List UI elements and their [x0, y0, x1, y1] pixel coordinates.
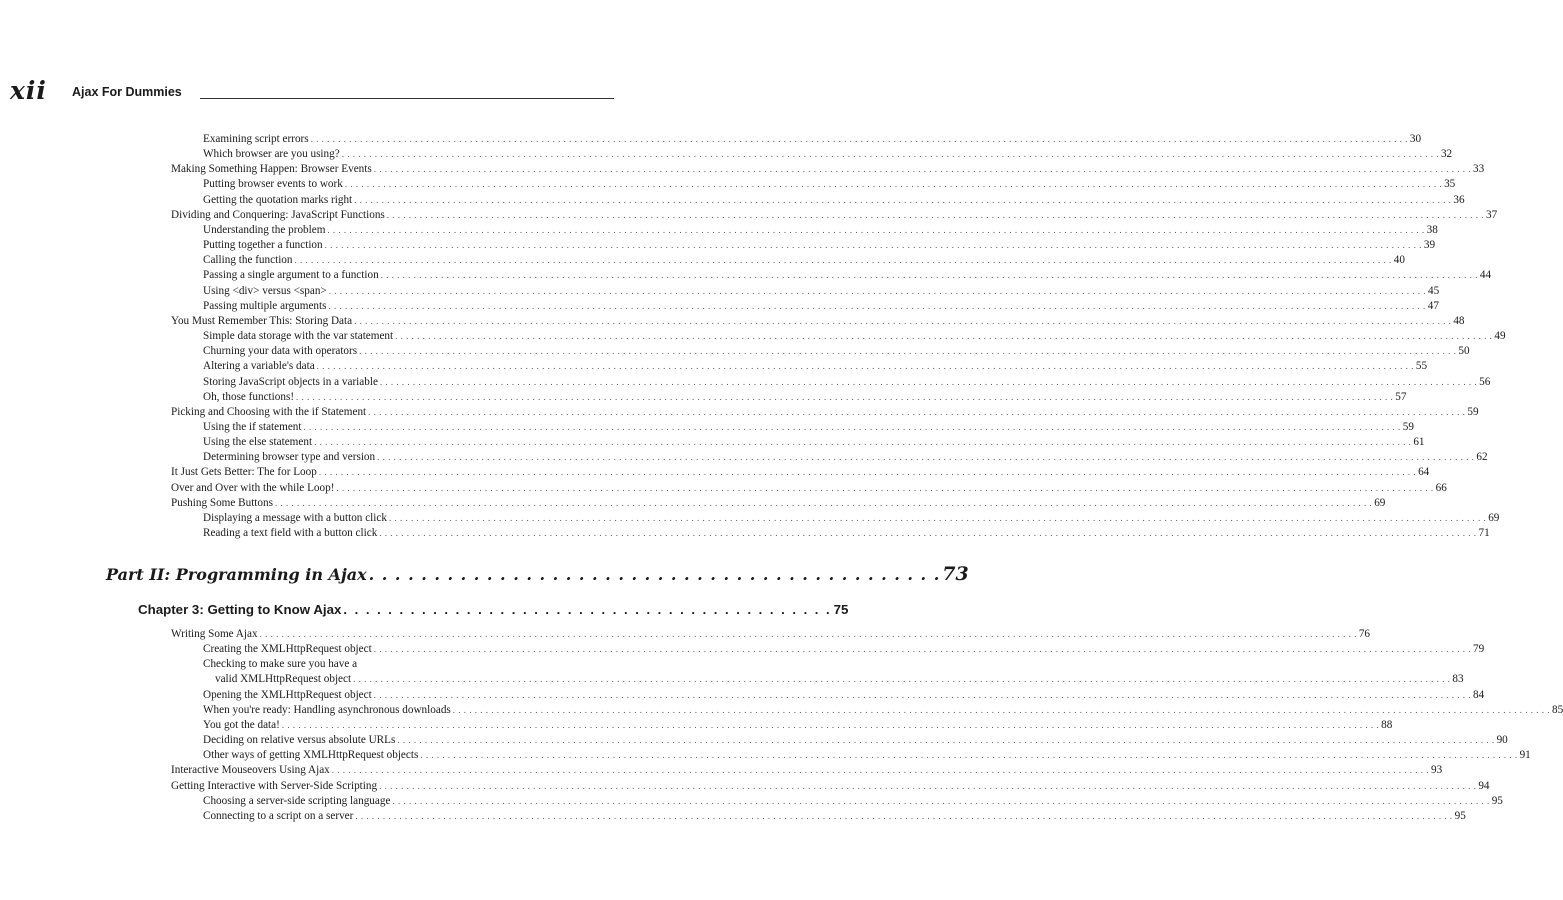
dot-leader: . . . . . . . . . . . . . . . . . . . . . . . . . . . . . . . . . . . . . . . . . . . . . . . . . . . . . . . . . . . . . . . . . . . . . . . . . . . . . . . . . . . . . . . . . . . . . . . . . . . . . . . . . . . . . . . . . . . . . . . . . . . . . . . . . . . . . . . . . . . . . . . . . . . . . . . . . . . . . . . . . . . . . . . . . . . . . . . . . . . . . . . . . . . . . . . . . . . . . . . .: [281, 719, 1380, 730]
toc-entry-page: 88: [1381, 718, 1393, 731]
toc-entry: [171, 268, 1492, 283]
book-title: Ajax For Dummies: [72, 85, 182, 99]
toc-entry: [171, 162, 1485, 177]
toc-entry-title: Putting browser events to work: [203, 178, 343, 191]
toc-entry-page: 57: [1395, 390, 1407, 403]
part-page-number: 73: [942, 563, 969, 585]
toc-entry-title: Checking to make sure you have a: [203, 658, 358, 671]
toc-entry-page: 64: [1418, 466, 1430, 479]
toc-entry-title: Deciding on relative versus absolute URLs: [203, 734, 396, 747]
dot-leader: . . . . . . . . . . . . . . . . . . . . . . . . . . . . . . . . . . . . . . . . . . . . . . . . . . . . . . . . . . . . . . . . . . . . . . . . . . . . . . . . . . . . . . . . . . . . . . . . . . . . . . . . . . . . . . . . . . . . . . . . . . . . . . . . . . . . . . . . . . . . . . . . . . . . . . . . . . . . . . . . . . . . . . . . . . . . . . . . . . . . . . . . . . . . . . . . . . . . . . . .: [452, 704, 1551, 715]
toc-entry: [171, 496, 1386, 511]
dot-leader: . . . . . . . . . . . . . . . . . . . . . . . . . . . . . . . . . . . . . . . . . . . . . . . . . . . . . . . . . . . . . . . . . . . . . . . . . . . . . . . . . . . . . . . . . . . . . . . . . . . . . . . . . . . . . . . . . . . . . . . . . . . . . . . . . . . . . . . . . . . . . . . . . . . . . . . . . . . . . . . . . . . . . . . . . . . . . . . . . . . . . . . . . . . . . . . . . . . . . . . .: [294, 255, 1392, 266]
toc-entry: [171, 147, 1453, 162]
dot-leader: . . . . . . . . . . . . . . . . . . . . . . . . . . . . . . . . . . . . . . . . . . . . . . . . . . . . . . . . . . . . . . . . . . . . . . . . . . . . . . . . . . . . . . . . . . . . . . . . . . . . . . . . . . . . . . . . . . . . . . . . . . . . . . . . . . . . . . . . . . . . . . . . . . . . . . . . . . . . . . . . . . . . . . . . . . . . . . . . . . . . . . . . . . . . . . . . . . . . . . . .: [373, 644, 1471, 655]
dot-leader: . . . . . . . . . . . . . . . . . . . . . . . . . . . . . . . . . . . . . . . . . . . . . . . . . . . . . . . . . . . . . . . . . . . . . . . . . . . . . . . . . . . . . . . . . . . . . . . . . . . . . . . . . . . . . . . . . . . . . . . . . . . . . . . . . . . . . . . . . . . . . . . . . . . . . . . . . . . . . . . . . . . . . . . . . . . . . . . . . . . . . . . . . . . . . . . . . . . . . . . .: [355, 810, 1453, 821]
toc-entry-page: 84: [1472, 688, 1485, 701]
toc-entry-title: Using <div> versus <span>: [203, 284, 327, 297]
toc-entry: [171, 223, 1438, 238]
toc-entry-title: Picking and Choosing with the if Statement: [171, 405, 367, 418]
dot-leader: . . . . . . . . . . . . . . . . . . . . . . . . . . . . . . . . . . . . . . . . . . . .: [343, 602, 832, 617]
dot-leader: . . . . . . . . . . . . . . . . . . . . . . . . . . . . . . . . . . . . . . . . . . . . . . . . . . . . . . . . . . . . . . . . . . . . . . . . . . . . . . . . . . . . . . . . . . . . . . . . . . . . . . . . . . . . . . . . . . . . . . . . . . . . . . . . . . . . . . . . . . . . . . . . . . . . . . . . . . . . . . . . . . . . . . . . . . . . . . . . . . . . . . . . . . . . . . . . . . . . . . . .: [318, 467, 1417, 478]
toc-entry-page: 59: [1402, 420, 1414, 433]
toc-entry: [171, 344, 1470, 359]
dot-leader: . . . . . . . . . . . . . . . . . . . . . . . . . . . . . . . . . . . . . . . . . . . .: [368, 565, 941, 584]
toc-entry-page: 90: [1496, 734, 1508, 747]
dot-leader: . . . . . . . . . . . . . . . . . . . . . . . . . . . . . . . . . . . . . . . . . . . . . . . . . . . . . . . . . . . . . . . . . . . . . . . . . . . . . . . . . . . . . . . . . . . . . . . . . . . . . . . . . . . . . . . . . . . . . . . . . . . . . . . . . . . . . . . . . . . . . . . . . . . . . . . . . . . . . . . . . . . . . . . . . . . . . . . . . . . . . . . . . . . . . . . . . . . . . . . .: [274, 497, 1373, 508]
toc-entry: [171, 390, 1407, 405]
dot-leader: . . . . . . . . . . . . . . . . . . . . . . . . . . . . . . . . . . . . . . . . . . . . . . . . . . . . . . . . . . . . . . . . . . . . . . . . . . . . . . . . . . . . . . . . . . . . . . . . . . . . . . . . . . . . . . . . . . . . . . . . . . . . . . . . . . . . . . . . . . . . . . . . . . . . . . . . . . . . . . . . . . . . . . . . . . . . . . . . . . . . . . . . . . . . . . . . . . . . . . . .: [373, 689, 1471, 700]
dot-leader: . . . . . . . . . . . . . . . . . . . . . . . . . . . . . . . . . . . . . . . . . . . . . . . . . . . . . . . . . . . . . . . . . . . . . . . . . . . . . . . . . . . . . . . . . . . . . . . . . . . . . . . . . . . . . . . . . . . . . . . . . . . . . . . . . . . . . . . . . . . . . . . . . . . . . . . . . . . . . . . . . . . . . . . . . . . . . . . . . . . . . . . . . . . . . . . . . . . . . . . .: [377, 452, 1475, 463]
toc-entry-page: 62: [1476, 451, 1488, 464]
dot-leader: . . . . . . . . . . . . . . . . . . . . . . . . . . . . . . . . . . . . . . . . . . . . . . . . . . . . . . . . . . . . . . . . . . . . . . . . . . . . . . . . . . . . . . . . . . . . . . . . . . . . . . . . . . . . . . . . . . . . . . . . . . . . . . . . . . . . . . . . . . . . . . . . . . . . . . . . . . . . . . . . . . . . . . . . . . . . . . . . . . . . . . . . . . . . . . . . . . . . . . . .: [310, 134, 1408, 144]
toc-entry-title: Pushing Some Buttons: [171, 496, 273, 509]
toc-entry: [171, 657, 599, 672]
toc-entry-page: 91: [1519, 749, 1531, 762]
toc-entry: [171, 733, 1508, 748]
toc-entry: [171, 627, 1370, 642]
toc-entry-title: You got the data!: [203, 718, 280, 731]
toc-entry-title: Oh, those functions!: [203, 390, 295, 403]
toc-entry-title: Using the if statement: [203, 420, 302, 433]
toc-entry-page: 55: [1415, 360, 1428, 373]
toc-entry: [171, 672, 1464, 687]
toc-entry-page: 47: [1427, 299, 1439, 312]
dot-leader: . . . . . . . . . . . . . . . . . . . . . . . . . . . . . . . . . . . . . . . . . . . . . . . . . . . . . . . . . . . . . . . . . . . . . . . . . . . . . . . . . . . . . . . . . . . . . . . . . . . . . . . . . . . . . . . . . . . . . . . . . . . . . . . . . . . . . . . . . . . . . . . . . . . . . . . . . . . . . . . . . . . . . . . . . . . . . . . . . . . . . . . . . . . . . . . . . . . . . . . .: [420, 750, 1518, 761]
toc-entry-title: Storing JavaScript objects in a variable: [203, 375, 378, 388]
toc-entry-page: 76: [1358, 628, 1370, 640]
toc-entry-page: 59: [1467, 405, 1479, 418]
toc-entry: [171, 481, 1447, 496]
dot-leader: . . . . . . . . . . . . . . . . . . . . . . . . . . . . . . . . . . . . . . . . . . . . . . . . . . . . . . . . . . . . . . . . . . . . . . . . . . . . . . . . . . . . . . . . . . . . . . . . . . . . . . . . . . . . . . . . . . . . . . . . . . . . . . . . . . . . . . . . . . . . . . . . . . . . . . . . . . . . . . . . . . . . . . . . . . . . . . . . . . . . . . . . . . . . . . . . . . . . . . . .: [359, 346, 1457, 357]
toc-entry-page: 33: [1472, 163, 1485, 176]
dot-leader: . . . . . . . . . . . . . . . . . . . . . . . . . . . . . . . . . . . . . . . . . . . . . . . . . . . . . . . . . . . . . . . . . . . . . . . . . . . . . . . . . . . . . . . . . . . . . . . . . . . . . . . . . . . . . . . . . . . . . . . . . . . . . . . . . . . . . . . . . . . . . . . . . . . . . . . . . . . . . . . . . . . . . . . . . . . . . . . . . . . . . . . . . . . . . . . . . . . . . . . .: [386, 209, 1485, 220]
toc-list-chapter-3: [171, 627, 1563, 824]
toc-entry-title: Understanding the problem: [203, 223, 326, 236]
toc-entry-page: 56: [1479, 375, 1491, 388]
toc-entry: [171, 748, 1531, 763]
dot-leader: . . . . . . . . . . . . . . . . . . . . . . . . . . . . . . . . . . . . . . . . . . . . . . . . . . . . . . . . . . . . . . . . . . . . . . . . . . . . . . . . . . . . . . . . . . . . . . . . . . . . . . . . . . . . . . . . . . . . . . . . . . . . . . . . . . . . . . . . . . . . . . . . . . . . . . . . . . . . . . . . . . . . . . . . . . . . . . . . . . . . . . . . . . . . . . . . . . . . . . . .: [328, 300, 1426, 311]
toc-entry: [171, 763, 1443, 778]
dot-leader: . . . . . . . . . . . . . . . . . . . . . . . . . . . . . . . . . . . . . . . . . . . . . . . . . . . . . . . . . . . . . . . . . . . . . . . . . . . . . . . . . . . . . . . . . . . . . . . . . . . . . . . . . . . . . . . . . . . . . . . . . . . . . . . . . . . . . . . . . . . . . . . . . . . . . . . . . . . . . . . . . . . . . . . . . . . . . . . . . . . . . . . . . . . . . . . . . . . . . . . .: [388, 512, 1487, 523]
toc-entry-page: 83: [1452, 673, 1464, 686]
toc-entry-title: Reading a text field with a button click: [203, 527, 378, 540]
dot-leader: . . . . . . . . . . . . . . . . . . . . . . . . . . . . . . . . . . . . . . . . . . . . . . . . . . . . . . . . . . . . . . . . . . . . . . . . . . . . . . . . . . . . . . . . . . . . . . . . . . . . . . . . . . . . . . . . . . . . . . . . . . . . . . . . . . . . . . . . . . . . . . . . . . . . . . . . . . . . . . . . . . . . . . . . . . . . . . . . . . . . . . . . . . . . . . . . . . . . . . . .: [395, 331, 1493, 342]
toc-entry: [171, 642, 1485, 657]
toc-entry-title: Determining browser type and version: [203, 451, 376, 464]
toc-entry-page: 95: [1491, 794, 1503, 807]
toc-entry-page: 37: [1486, 208, 1498, 221]
dot-leader: . . . . . . . . . . . . . . . . . . . . . . . . . . . . . . . . . . . . . . . . . . . . . . . . . . . . . . . . . . . . . . . . . . . . . . . . . . . . . . . . . . . . . . . . . . . . . . . . . . . . . . . . . . . . . . . . . . . . . . . . . . . . . . . . . . . . . . . . . . . . . . . . . . . . . . . . . . . . . . . . . . . . . . . . . . . . . . . . . . . . . . . . . . . . . . . . . . . . . . . .: [316, 361, 1414, 372]
chapter-heading: [138, 601, 849, 619]
toc-entry-page: 35: [1444, 178, 1456, 191]
toc-entry-title: Writing Some Ajax: [171, 628, 258, 640]
dot-leader: . . . . . . . . . . . . . . . . . . . . . . . . . . . . . . . . . . . . . . . . . . . . . . . . . . . . . . . . . . . . . . . . . . . . . . . . . . . . . . . . . . . . . . . . . . . . . . . . . . . . . . . . . . . . . . . . . . . . . . . . . . . . . . . . . . . . . . . . . . . . . . . . . . . . . . . . . . . . . . . . . . . . . . . . . . . . . . . . . . . . . . . . . . . . . . . . . . . . . . . .: [379, 376, 1478, 387]
toc-entry-title: Putting together a function: [203, 239, 323, 252]
dot-leader: . . . . . . . . . . . . . . . . . . . . . . . . . . . . . . . . . . . . . . . . . . . . . . . . . . . . . . . . . . . . . . . . . . . . . . . . . . . . . . . . . . . . . . . . . . . . . . . . . . . . . . . . . . . . . . . . . . . . . . . . . . . . . . . . . . . . . . . . . . . . . . . . . . . . . . . . . . . . . . . . . . . . . . . . . . . . . . . . . . . . . . . . . . . . . . . . . . . . . . . .: [314, 437, 1412, 448]
toc-entry-title: Other ways of getting XMLHttpRequest objects: [203, 749, 419, 762]
toc-entry-title: Using the else statement: [203, 436, 313, 449]
toc-entry: [171, 375, 1491, 390]
toc-entry-page: 40: [1393, 254, 1405, 267]
toc-entry-title: Choosing a server-side scripting language: [203, 794, 391, 807]
toc-entry-page: 30: [1409, 133, 1422, 145]
toc-entry-title: Churning your data with operators: [203, 345, 358, 358]
toc-entry-page: 95: [1454, 809, 1466, 822]
dot-leader: . . . . . . . . . . . . . . . . . . . . . . . . . . . . . . . . . . . . . . . . . . . . . . . . . . . . . . . . . . . . . . . . . . . . . . . . . . . . . . . . . . . . . . . . . . . . . . . . . . . . . . . . . . . . . . . . . . . . . . . . . . . . . . . . . . . . . . . . . . . . . . . . . . . . . . . . . . . . . . . . . . . . . . . . . . . . . . . . . . . . . . . . . . . . . . . . . . . . . . . .: [303, 421, 1401, 432]
dot-leader: . . . . . . . . . . . . . . . . . . . . . . . . . . . . . . . . . . . . . . . . . . . . . . . . . . . . . . . . . . . . . . . . . . . . . . . . . . . . . . . . . . . . . . . . . . . . . . . . . . . . . . . . . . . . . . . . . . . . . . . . . . . . . . . . . . . . . . . . . . . . . . . . . . . . . . . . . . . . . . . . . . . . . . . . . . . . . . . . . . . . . . . . . . . . . . . . . . . . . . . .: [328, 285, 1426, 296]
dot-leader: . . . . . . . . . . . . . . . . . . . . . . . . . . . . . . . . . . . . . . . . . . . . . . . . . . . . . . . . . . . . . . . . . . . . . . . . . . . . . . . . . . . . . . . . . . . . . . . . . . . . . . . . . . . . . . . . . . . . . . . . . . . . . . . . . . . . . . . . . . . . . . . . . . . . . . . . . . . . . . . . . . . . . . . . . . . . . . . . . . . . . . . . . . . . . . . . . . . . . . . .: [341, 149, 1439, 160]
toc-entry-page: 69: [1374, 496, 1386, 509]
toc-entry-title: Dividing and Conquering: JavaScript Functions: [171, 208, 385, 221]
toc-entry: [171, 253, 1405, 268]
toc-entry: [171, 238, 1436, 253]
toc-entry-title: valid XMLHttpRequest object: [215, 673, 352, 686]
toc-entry-title: Getting the quotation marks right: [203, 193, 353, 206]
toc-entry-title: When you're ready: Handling asynchronous downloads: [203, 703, 451, 716]
toc-entry-title: Which browser are you using?: [203, 148, 340, 161]
toc-entry-title: Simple data storage with the var statement: [203, 330, 394, 343]
toc-entry-title: Creating the XMLHttpRequest object: [203, 643, 372, 656]
toc-entry-page: 49: [1494, 330, 1506, 343]
dot-leader: . . . . . . . . . . . . . . . . . . . . . . . . . . . . . . . . . . . . . . . . . . . . . . . . . . . . . . . . . . . . . . . . . . . . . . . . . . . . . . . . . . . . . . . . . . . . . . . . . . . . . . . . . . . . . . . . . . . . . . . . . . . . . . . . . . . . . . . . . . . . . . . . . . . . . . . . . . . . . . . . . . . . . . . . . . . . . . . . . . . . . . . . . . . . . . . . . . . . . . . .: [392, 795, 1490, 806]
toc-entry: [171, 284, 1440, 299]
toc-entry: [171, 314, 1465, 329]
toc-entry-page: 32: [1440, 148, 1453, 161]
toc-entry-title: Examining script errors: [203, 133, 309, 145]
toc-entry: [171, 435, 1425, 450]
toc-entry: [171, 703, 1563, 718]
toc-entry-page: 71: [1478, 527, 1490, 540]
dot-leader: . . . . . . . . . . . . . . . . . . . . . . . . . . . . . . . . . . . . . . . . . . . . . . . . . . . . . . . . . . . . . . . . . . . . . . . . . . . . . . . . . . . . . . . . . . . . . . . . . . . . . . . . . . . . . . . . . . . . . . . . . . . . . . . . . . . . . . . . . . . . . . . . . . . . . . . . . . . . . . . . . . . . . . . . . . . . . . . . . . . . . . . . . . . . . . . . . . . . . . . .: [344, 179, 1443, 190]
toc-entry-title: It Just Gets Better: The for Loop: [171, 466, 317, 479]
part-heading: [106, 562, 969, 587]
running-header: [10, 76, 610, 106]
toc-entry: [171, 405, 1479, 420]
toc-entry: [171, 511, 1500, 526]
toc-entry: [171, 132, 1422, 147]
dot-leader: . . . . . . . . . . . . . . . . . . . . . . . . . . . . . . . . . . . . . . . . . . . . . . . . . . . . . . . . . . . . . . . . . . . . . . . . . . . . . . . . . . . . . . . . . . . . . . . . . . . . . . . . . . . . . . . . . . . . . . . . . . . . . . . . . . . . . . . . . . . . . . . . . . . . . . . . . . . . . . . . . . . . . . . . . . . . . . . . . . . . . . . . . . . . . . . . . . . . . . . .: [379, 780, 1477, 791]
toc-entry: [171, 193, 1465, 208]
header-rule: [200, 98, 614, 99]
toc-entry: [171, 526, 1490, 541]
toc-entry-page: 39: [1423, 239, 1436, 252]
dot-leader: . . . . . . . . . . . . . . . . . . . . . . . . . . . . . . . . . . . . . . . . . . . . . . . . . . . . . . . . . . . . . . . . . . . . . . . . . . . . . . . . . . . . . . . . . . . . . . . . . . . . . . . . . . . . . . . . . . . . . . . . . . . . . . . . . . . . . . . . . . . . . . . . . . . . . . . . . . . . . . . . . . . . . . . . . . . . . . . . . . . . . . . . . . . . . . . . . . . . . . . .: [368, 406, 1466, 417]
toc-entry-page: 93: [1431, 764, 1443, 777]
toc-entry-page: 69: [1488, 511, 1500, 524]
toc-entry-page: 94: [1478, 779, 1490, 792]
dot-leader: . . . . . . . . . . . . . . . . . . . . . . . . . . . . . . . . . . . . . . . . . . . . . . . . . . . . . . . . . . . . . . . . . . . . . . . . . . . . . . . . . . . . . . . . . . . . . . . . . . . . . . . . . . . . . . . . . . . . . . . . . . . . . . . . . . . . . . . . . . . . . . . . . . . . . . . . . . . . . . . . . . . . . . . . . . . . . . . . . . . . . . . . . . . . . . . . . . . . . . . .: [354, 194, 1452, 205]
toc-entry: [171, 809, 1466, 824]
toc-entry: [171, 794, 1503, 809]
toc-list-continued: [171, 132, 1506, 541]
dot-leader: . . . . . . . . . . . . . . . . . . . . . . . . . . . . . . . . . . . . . . . . . . . . . . . . . . . . . . . . . . . . . . . . . . . . . . . . . . . . . . . . . . . . . . . . . . . . . . . . . . . . . . . . . . . . . . . . . . . . . . . . . . . . . . . . . . . . . . . . . . . . . . . . . . . . . . . . . . . . . . . . . . . . . . . . . . . . . . . . . . . . . . . . . . . . . . . . . . . . . . . .: [331, 765, 1430, 776]
toc-entry: [171, 177, 1456, 192]
toc-entry-page: 48: [1453, 314, 1465, 327]
dot-leader: . . . . . . . . . . . . . . . . . . . . . . . . . . . . . . . . . . . . . . . . . . . . . . . . . . . . . . . . . . . . . . . . . . . . . . . . . . . . . . . . . . . . . . . . . . . . . . . . . . . . . . . . . . . . . . . . . . . . . . . . . . . . . . . . . . . . . . . . . . . . . . . . . . . . . . . . . . . . . . . . . . . . . . . . . . . . . . . . . . . . . . . . . . . . . . . . . . . . . . . .: [354, 315, 1452, 326]
toc-entry-title: Passing a single argument to a function: [203, 269, 379, 282]
toc-entry-title: Interactive Mouseovers Using Ajax: [171, 764, 330, 777]
dot-leader: . . . . . . . . . . . . . . . . . . . . . . . . . . . . . . . . . . . . . . . . . . . . . . . . . . . . . . . . . . . . . . . . . . . . . . . . . . . . . . . . . . . . . . . . . . . . . . . . . . . . . . . . . . . . . . . . . . . . . . . . . . . . . . . . . . . . . . . . . . . . . . . . . . . . . . . . . . . . . . . . . . . . . . . . . . . . . . . . . . . . . . . . . . . . . . . . . . . . . . . .: [379, 528, 1477, 539]
toc-entry-page: 36: [1453, 193, 1465, 206]
page-number: xii: [10, 76, 47, 105]
dot-leader: . . . . . . . . . . . . . . . . . . . . . . . . . . . . . . . . . . . . . . . . . . . . . . . . . . . . . . . . . . . . . . . . . . . . . . . . . . . . . . . . . . . . . . . . . . . . . . . . . . . . . . . . . . . . . . . . . . . . . . . . . . . . . . . . . . . . . . . . . . . . . . . . . . . . . . . . . . . . . . . . . . . . . . . . . . . . . . . . . . . . . . . . . . . . . . . . . . . . . . . .: [336, 482, 1434, 493]
dot-leader: . . . . . . . . . . . . . . . . . . . . . . . . . . . . . . . . . . . . . . . . . . . . . . . . . . . . . . . . . . . . . . . . . . . . . . . . . . . . . . . . . . . . . . . . . . . . . . . . . . . . . . . . . . . . . . . . . . . . . . . . . . . . . . . . . . . . . . . . . . . . . . . . . . . . . . . . . . . . . . . . . . . . . . . . . . . . . . . . . . . . . . . . . . . . . . . . . . . . . . . .: [259, 629, 1357, 639]
toc-entry-title: Calling the function: [203, 254, 293, 267]
toc-entry-title: You Must Remember This: Storing Data: [171, 314, 353, 327]
toc-entry-title: Altering a variable's data: [203, 360, 315, 373]
toc-entry-title: Over and Over with the while Loop!: [171, 481, 335, 494]
toc-entry-page: 45: [1428, 284, 1440, 297]
toc-entry: [171, 359, 1428, 374]
toc-entry-page: 79: [1472, 643, 1485, 656]
toc-entry-page: 85: [1552, 703, 1563, 716]
dot-leader: . . . . . . . . . . . . . . . . . . . . . . . . . . . . . . . . . . . . . . . . . . . . . . . . . . . . . . . . . . . . . . . . . . . . . . . . . . . . . . . . . . . . . . . . . . . . . . . . . . . . . . . . . . . . . . . . . . . . . . . . . . . . . . . . . . . . . . . . . . . . . . . . . . . . . . . . . . . . . . . . . . . . . . . . . . . . . . . . . . . . . . . . . . . . . . . . . . . . . . . .: [380, 270, 1478, 281]
dot-leader: . . . . . . . . . . . . . . . . . . . . . . . . . . . . . . . . . . . . . . . . . . . . . . . . . . . . . . . . . . . . . . . . . . . . . . . . . . . . . . . . . . . . . . . . . . . . . . . . . . . . . . . . . . . . . . . . . . . . . . . . . . . . . . . . . . . . . . . . . . . . . . . . . . . . . . . . . . . . . . . . . . . . . . . . . . . . . . . . . . . . . . . . . . . . . . . . . . . . . . . .: [327, 224, 1425, 235]
toc-entry-page: 66: [1435, 481, 1447, 494]
toc-entry: [171, 465, 1430, 480]
toc-entry-page: 38: [1426, 223, 1438, 236]
dot-leader: . . . . . . . . . . . . . . . . . . . . . . . . . . . . . . . . . . . . . . . . . . . . . . . . . . . . . . . . . . . . . . . . . . . . . . . . . . . . . . . . . . . . . . . . . . . . . . . . . . . . . . . . . . . . . . . . . . . . . . . . . . . . . . . . . . . . . . . . . . . . . . . . . . . . . . . . . . . . . . . . . . . . . . . . . . . . . . . . . . . . . . . . . . . . . . . . . . . . . . . .: [324, 240, 1422, 251]
toc-entry: [171, 329, 1506, 344]
toc-entry-title: Displaying a message with a button click: [203, 511, 387, 524]
toc-entry: [171, 420, 1414, 435]
toc-entry-title: Opening the XMLHttpRequest object: [203, 688, 372, 701]
toc-entry: [171, 688, 1485, 703]
toc-entry: [171, 208, 1498, 223]
toc-entry-title: Connecting to a script on a server: [203, 809, 354, 822]
toc-entry-title: Passing multiple arguments: [203, 299, 327, 312]
dot-leader: . . . . . . . . . . . . . . . . . . . . . . . . . . . . . . . . . . . . . . . . . . . . . . . . . . . . . . . . . . . . . . . . . . . . . . . . . . . . . . . . . . . . . . . . . . . . . . . . . . . . . . . . . . . . . . . . . . . . . . . . . . . . . . . . . . . . . . . . . . . . . . . . . . . . . . . . . . . . . . . . . . . . . . . . . . . . . . . . . . . . . . . . . . . . . . . . . . . . . . . .: [296, 391, 1394, 402]
toc-entry-title: Getting Interactive with Server-Side Scripting: [171, 779, 378, 792]
toc-entry: [171, 779, 1490, 794]
part-title: Part II: Programming in Ajax: [106, 565, 367, 584]
toc-entry-page: 61: [1413, 436, 1425, 449]
dot-leader: . . . . . . . . . . . . . . . . . . . . . . . . . . . . . . . . . . . . . . . . . . . . . . . . . . . . . . . . . . . . . . . . . . . . . . . . . . . . . . . . . . . . . . . . . . . . . . . . . . . . . . . . . . . . . . . . . . . . . . . . . . . . . . . . . . . . . . . . . . . . . . . . . . . . . . . . . . . . . . . . . . . . . . . . . . . . . . . . . . . . . . . . . . . . . . . . . . . . . . . .: [373, 164, 1471, 175]
toc-entry-title: Making Something Happen: Browser Events: [171, 163, 372, 176]
chapter-page-number: 75: [833, 602, 849, 617]
toc-entry: [171, 299, 1439, 314]
toc-entry: [171, 718, 1393, 733]
chapter-title: Chapter 3: Getting to Know Ajax: [138, 602, 342, 617]
dot-leader: . . . . . . . . . . . . . . . . . . . . . . . . . . . . . . . . . . . . . . . . . . . . . . . . . . . . . . . . . . . . . . . . . . . . . . . . . . . . . . . . . . . . . . . . . . . . . . . . . . . . . . . . . . . . . . . . . . . . . . . . . . . . . . . . . . . . . . . . . . . . . . . . . . . . . . . . . . . . . . . . . . . . . . . . . . . . . . . . . . . . . . . . . . . . . . . . . . . . . . . .: [353, 674, 1451, 685]
toc-entry-page: 44: [1479, 269, 1492, 282]
dot-leader: . . . . . . . . . . . . . . . . . . . . . . . . . . . . . . . . . . . . . . . . . . . . . . . . . . . . . . . . . . . . . . . . . . . . . . . . . . . . . . . . . . . . . . . . . . . . . . . . . . . . . . . . . . . . . . . . . . . . . . . . . . . . . . . . . . . . . . . . . . . . . . . . . . . . . . . . . . . . . . . . . . . . . . . . . . . . . . . . . . . . . . . . . . . . . . . . . . . . . . . .: [397, 735, 1495, 746]
toc-entry: [171, 450, 1488, 465]
toc-entry-page: 50: [1458, 345, 1470, 358]
